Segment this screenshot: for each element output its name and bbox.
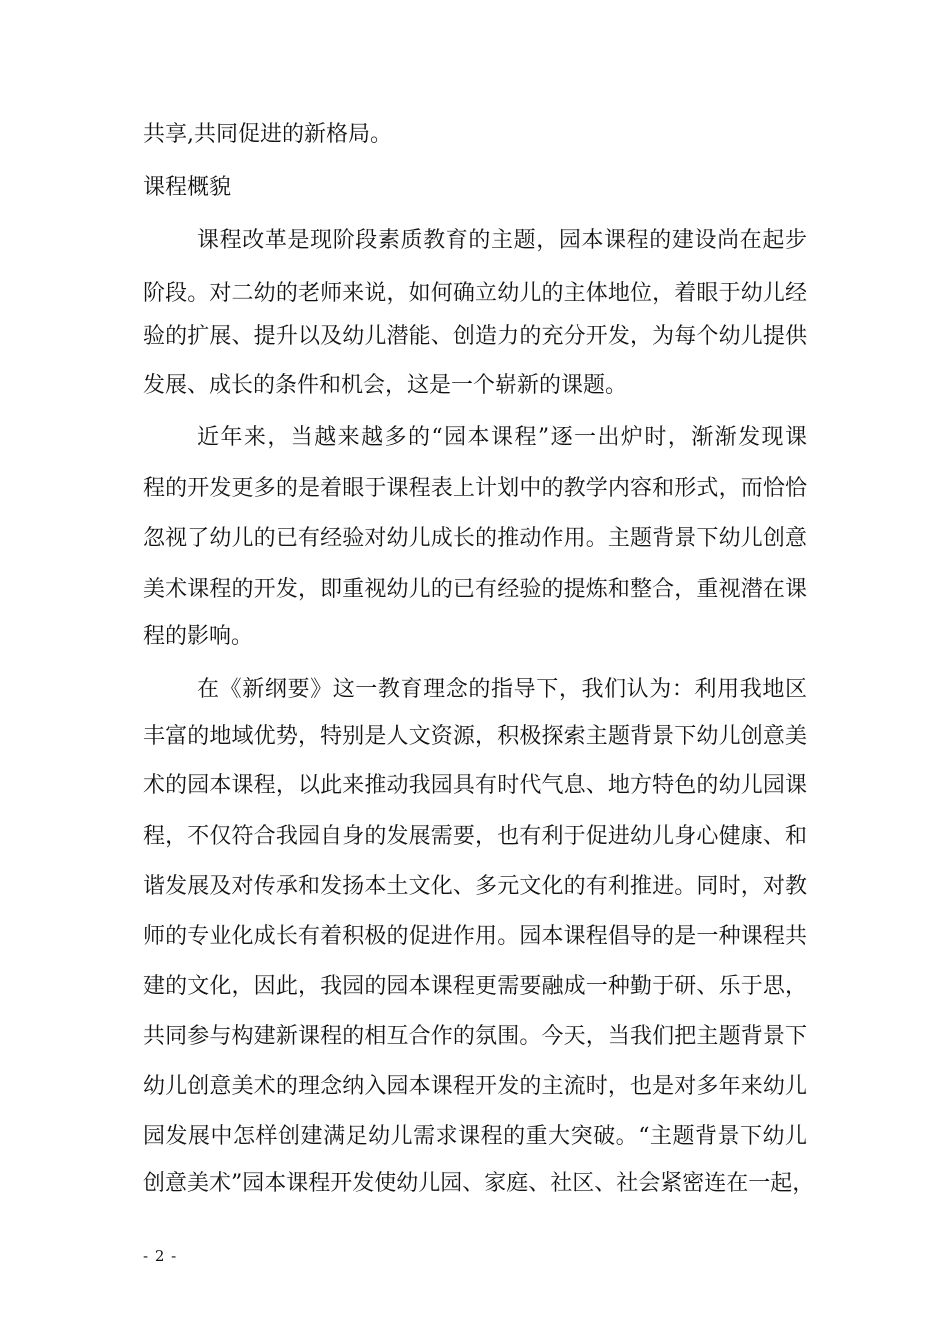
paragraph-line: 程的开发更多的是着眼于课程表上计划中的教学内容和形式，而恰恰 — [143, 476, 807, 501]
paragraph-line: 幼儿创意美术的理念纳入园本课程开发的主流时，也是对多年来幼儿 — [143, 1074, 807, 1099]
paragraph-line: 建的文化，因此，我园的园本课程更需要融成一种勤于研、乐于思， — [143, 974, 807, 999]
paragraph-line: 共同参与构建新课程的相互合作的氛围。今天，当我们把主题背景下 — [143, 1024, 807, 1049]
paragraph-line: 验的扩展、提升以及幼儿潜能、创造力的充分开发，为每个幼儿提供 — [143, 324, 807, 349]
paragraph-line: 近年来，当越来越多的“园本课程”逐一出炉时，渐渐发现课 — [197, 425, 807, 450]
paragraph-line: 师的专业化成长有着积极的促进作用。园本课程倡导的是一种课程共 — [143, 924, 807, 949]
paragraph-line: 阶段。对二幼的老师来说，如何确立幼儿的主体地位，着眼于幼儿经 — [143, 281, 807, 306]
section-heading: 课程概貌 — [143, 175, 232, 200]
paragraph-line: 忽视了幼儿的已有经验对幼儿成长的推动作用。主题背景下幼儿创意 — [143, 526, 807, 551]
paragraph-line: 程的影响。 — [143, 624, 254, 649]
paragraph-line: 丰富的地域优势，特别是人文资源，积极探索主题背景下幼儿创意美 — [143, 724, 807, 749]
paragraph-line: 课程改革是现阶段素质教育的主题，园本课程的建设尚在起步 — [197, 228, 807, 253]
paragraph-line: 术的园本课程，以此来推动我园具有时代气息、地方特色的幼儿园课 — [143, 773, 807, 798]
page-number: - 2 - — [143, 1247, 178, 1265]
paragraph-line: 共享,共同促进的新格局。 — [143, 122, 392, 147]
paragraph-line: 创意美术”园本课程开发使幼儿园、家庭、社区、社会紧密连在一起， — [143, 1171, 815, 1196]
paragraph-line: 谐发展及对传承和发扬本土文化、多元文化的有利推进。同时，对教 — [143, 874, 807, 899]
paragraph-line: 程，不仅符合我园自身的发展需要，也有利于促进幼儿身心健康、和 — [143, 824, 807, 849]
paragraph-line: 在《新纲要》这一教育理念的指导下，我们认为：利用我地区 — [197, 677, 807, 702]
paragraph-line: 发展、成长的条件和机会，这是一个崭新的课题。 — [143, 373, 628, 398]
paragraph-line: 美术课程的开发，即重视幼儿的已有经验的提炼和整合，重视潜在课 — [143, 577, 807, 602]
paragraph-line: 园发展中怎样创建满足幼儿需求课程的重大突破。“主题背景下幼儿 — [143, 1124, 807, 1149]
